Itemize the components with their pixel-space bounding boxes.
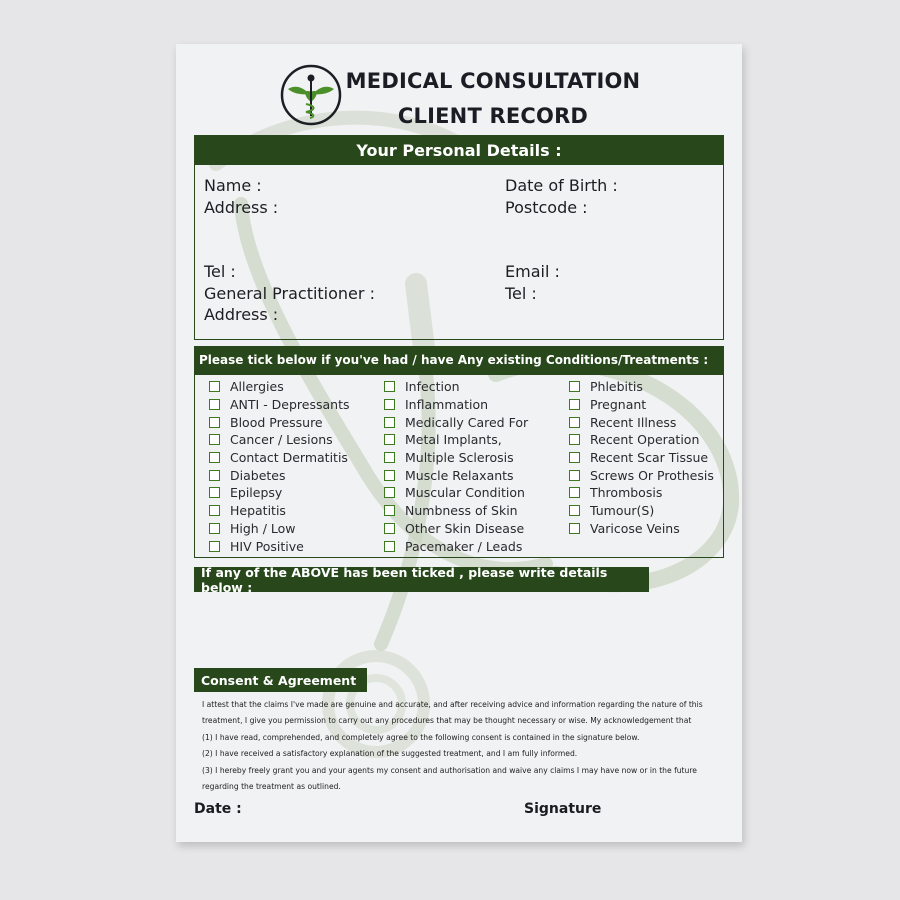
- condition-inflammation[interactable]: [384, 396, 528, 414]
- condition-other-skin-disease[interactable]: [384, 520, 528, 538]
- condition-phlebitis[interactable]: [569, 378, 714, 396]
- condition-epilepsy[interactable]: [209, 484, 350, 502]
- condition-cancer-lesions[interactable]: [209, 431, 350, 449]
- condition-muscle-relaxants[interactable]: [384, 466, 528, 484]
- conditions-header: Please tick below if you've had / have Any existing Conditions/Treatments :: [194, 346, 724, 374]
- condition-label: Allergies: [230, 379, 284, 395]
- checkbox[interactable]: [569, 399, 580, 410]
- checkbox[interactable]: [569, 381, 580, 392]
- condition-label: Screws Or Prothesis: [590, 467, 714, 483]
- condition-label: Contact Dermatitis: [230, 450, 348, 466]
- condition-label: High / Low: [230, 520, 296, 536]
- condition-thrombosis[interactable]: [569, 484, 714, 502]
- condition-varicose-veins[interactable]: [569, 520, 714, 538]
- condition-label: Hepatitis: [230, 503, 286, 519]
- condition-label: Inflammation: [405, 397, 489, 413]
- general-practitioner-field[interactable]: General Practitioner :: [204, 284, 375, 303]
- title-line-1: MEDICAL CONSULTATION: [345, 69, 641, 93]
- condition-tumours[interactable]: [569, 502, 714, 520]
- consent-line: (1) I have read, comprehended, and completely agree to the following consent is contained in the signature below.: [202, 732, 640, 742]
- signature-label[interactable]: Signature: [524, 801, 602, 817]
- details-header: If any of the ABOVE has been ticked , please write details below :: [194, 567, 649, 592]
- checkbox[interactable]: [209, 487, 220, 498]
- condition-infection[interactable]: [384, 378, 528, 396]
- condition-label: Numbness of Skin: [405, 503, 518, 519]
- condition-contact-dermatitis[interactable]: [209, 449, 350, 467]
- condition-blood-pressure[interactable]: [209, 413, 350, 431]
- checkbox[interactable]: [569, 523, 580, 534]
- checkbox[interactable]: [569, 452, 580, 463]
- condition-label: Muscular Condition: [405, 485, 525, 501]
- date-of-birth-field[interactable]: Date of Birth :: [505, 176, 618, 195]
- condition-metal-implants[interactable]: [384, 431, 528, 449]
- checkbox[interactable]: [384, 417, 395, 428]
- checkbox[interactable]: [209, 452, 220, 463]
- checkbox[interactable]: [209, 505, 220, 516]
- checkbox[interactable]: [209, 399, 220, 410]
- personal-details-header: Your Personal Details :: [194, 135, 724, 165]
- condition-label: Recent Scar Tissue: [590, 450, 709, 466]
- condition-label: Pacemaker / Leads: [405, 538, 523, 554]
- condition-label: Diabetes: [230, 467, 286, 483]
- condition-label: Recent Operation: [590, 432, 700, 448]
- condition-label: Epilepsy: [230, 485, 283, 501]
- condition-pacemaker-leads[interactable]: [384, 537, 528, 555]
- condition-high-low[interactable]: [209, 520, 350, 538]
- conditions-column-2: [384, 378, 528, 555]
- checkbox[interactable]: [569, 434, 580, 445]
- conditions-column-3: [569, 378, 714, 537]
- checkbox[interactable]: [384, 434, 395, 445]
- consent-line: (3) I hereby freely grant you and your agents my consent and authorisation and waive any claims I may have now or in the future: [202, 765, 697, 775]
- condition-muscular-condition[interactable]: [384, 484, 528, 502]
- condition-label: Thrombosis: [590, 485, 663, 501]
- condition-multiple-sclerosis[interactable]: [384, 449, 528, 467]
- condition-label: HIV Positive: [230, 538, 304, 554]
- condition-label: Medically Cared For: [405, 414, 529, 430]
- condition-label: Metal Implants,: [405, 432, 502, 448]
- checkbox[interactable]: [384, 452, 395, 463]
- checkbox[interactable]: [209, 523, 220, 534]
- gp-address-field[interactable]: Address :: [204, 305, 279, 324]
- checkbox[interactable]: [384, 541, 395, 552]
- consent-text: [202, 697, 732, 795]
- gp-tel-field[interactable]: Tel :: [505, 284, 537, 303]
- condition-label: Cancer / Lesions: [230, 432, 333, 448]
- condition-label: Other Skin Disease: [405, 520, 525, 536]
- condition-label: ANTI - Depressants: [230, 397, 350, 413]
- condition-label: Tumour(S): [590, 503, 655, 519]
- checkbox[interactable]: [209, 434, 220, 445]
- consent-line: I attest that the claims I've made are genuine and accurate, and after receiving advice and information regarding the nature of this: [202, 700, 703, 709]
- date-label[interactable]: Date :: [194, 801, 242, 817]
- condition-recent-illness[interactable]: [569, 413, 714, 431]
- personal-details-box: [194, 164, 724, 340]
- email-field[interactable]: Email :: [505, 262, 560, 281]
- checkbox[interactable]: [209, 417, 220, 428]
- condition-label: Infection: [405, 379, 460, 395]
- condition-allergies[interactable]: [209, 378, 350, 396]
- condition-numbness-of-skin[interactable]: [384, 502, 528, 520]
- details-writing-area[interactable]: [194, 596, 724, 662]
- condition-label: Recent Illness: [590, 414, 677, 430]
- checkbox[interactable]: [569, 487, 580, 498]
- title-line-2: CLIENT RECORD: [397, 104, 589, 128]
- condition-label: Blood Pressure: [230, 414, 323, 430]
- form-sheet: [176, 44, 742, 842]
- condition-label: Muscle Relaxants: [405, 467, 514, 483]
- condition-label: Multiple Sclerosis: [405, 450, 514, 466]
- condition-hiv-positive[interactable]: [209, 537, 350, 555]
- consent-header: Consent & Agreement: [194, 668, 367, 692]
- condition-medically-cared-for[interactable]: [384, 413, 528, 431]
- postcode-field[interactable]: Postcode :: [505, 198, 588, 217]
- condition-hepatitis[interactable]: [209, 502, 350, 520]
- checkbox[interactable]: [384, 399, 395, 410]
- consent-line: treatment, I give you permission to carry out any procedures that may be thought necessary or wise. My acknowledgement that: [202, 716, 692, 726]
- condition-diabetes[interactable]: [209, 466, 350, 484]
- condition-recent-operation[interactable]: [569, 431, 714, 449]
- checkbox[interactable]: [209, 541, 220, 552]
- condition-label: Varicose Veins: [590, 520, 680, 536]
- condition-recent-scar-tissue[interactable]: [569, 449, 714, 467]
- checkbox[interactable]: [209, 381, 220, 392]
- condition-pregnant[interactable]: [569, 396, 714, 414]
- conditions-column-1: [209, 378, 350, 555]
- condition-label: Pregnant: [590, 397, 647, 413]
- consent-line: regarding the treatment as outlined.: [202, 782, 341, 792]
- condition-label: Phlebitis: [590, 379, 643, 395]
- checkbox[interactable]: [569, 417, 580, 428]
- checkbox[interactable]: [209, 470, 220, 481]
- checkbox[interactable]: [569, 505, 580, 516]
- condition-anti-depressants[interactable]: [209, 396, 350, 414]
- address-field[interactable]: Address :: [204, 198, 279, 217]
- tel-field[interactable]: Tel :: [204, 262, 236, 281]
- condition-screws-or-prothesis[interactable]: [569, 466, 714, 484]
- consent-line: (2) I have received a satisfactory explanation of the suggested treatment, and I am fully informed.: [202, 749, 578, 759]
- checkbox[interactable]: [384, 470, 395, 481]
- checkbox[interactable]: [569, 470, 580, 481]
- form-title: [336, 64, 650, 134]
- name-field[interactable]: Name :: [204, 176, 262, 195]
- checkbox[interactable]: [384, 487, 395, 498]
- checkbox[interactable]: [384, 381, 395, 392]
- checkbox[interactable]: [384, 505, 395, 516]
- caduceus-logo-icon: [280, 64, 342, 126]
- checkbox[interactable]: [384, 523, 395, 534]
